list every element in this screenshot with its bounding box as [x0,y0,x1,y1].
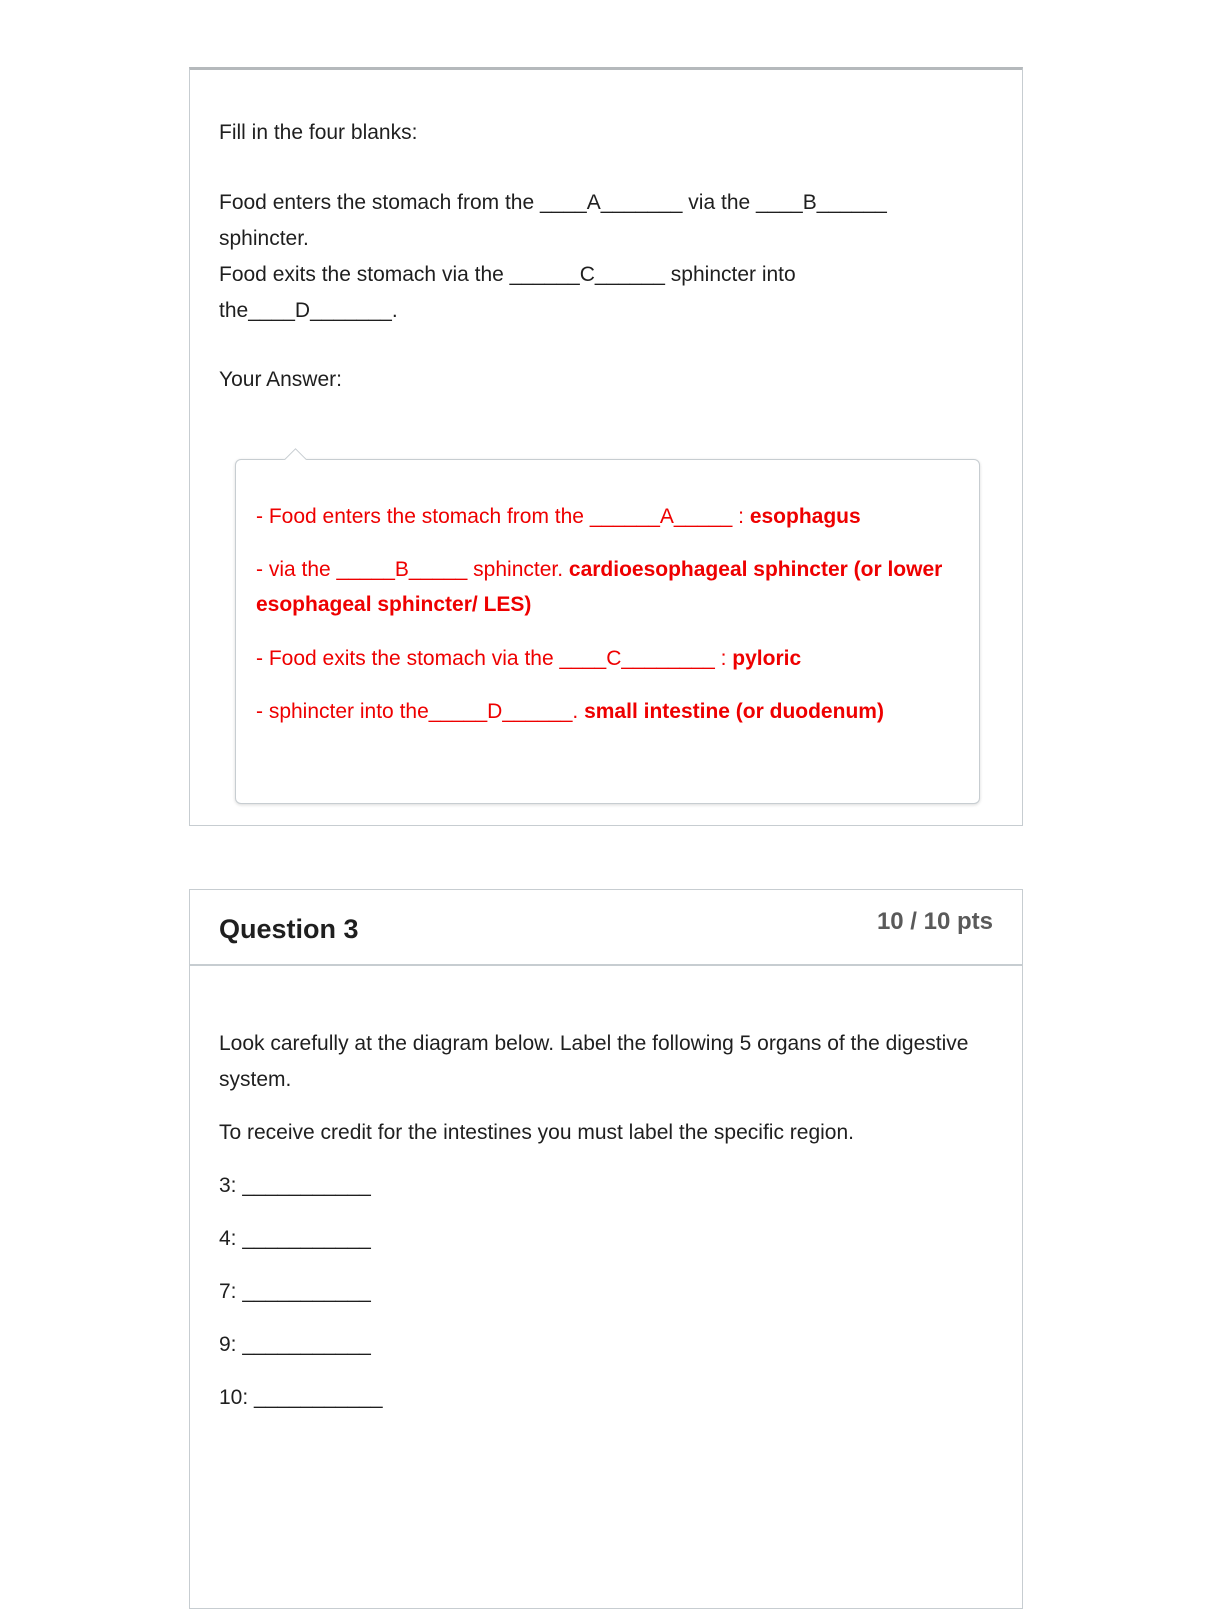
question-2-body-line: sphincter. [219,227,309,250]
answer-value: pyloric [732,647,802,670]
label-blank-4 [219,1221,371,1257]
blank-label: 9: [219,1333,237,1356]
answer-bubble [235,459,980,804]
question-2-body [219,185,992,329]
answer-prefix: - sphincter into the_____D______. [256,700,585,723]
answer-line [256,499,959,534]
blank-line: ___________ [242,1280,371,1303]
label-blank-10 [219,1380,383,1416]
question-points: 10 / 10 pts [876,908,993,935]
label-blank-3 [219,1168,371,1204]
answer-prefix: - Food enters the stomach from the ______A_____ : [256,505,750,528]
label-blank-9 [219,1327,371,1363]
answer-line [256,694,959,729]
question-2-body-line: Food exits the stomach via the ______C______ sphincter into [219,263,796,286]
question-3-note: To receive credit for the intestines you must label the specific region. [219,1121,854,1144]
question-2-card [189,67,1023,826]
blank-label: 10: [219,1386,249,1409]
answer-line [256,641,959,676]
answer-prefix: - via the _____B_____ sphincter. [256,558,569,581]
question-3-instruction: Look carefully at the diagram below. Label the following 5 organs of the digestive system. [219,1032,969,1091]
blank-line: ___________ [242,1227,371,1250]
blank-line: ___________ [254,1386,383,1409]
question-3-card [189,889,1023,1609]
question-3-header [190,890,1022,966]
blank-label: 4: [219,1227,237,1250]
answer-prefix: - Food exits the stomach via the ____C________ : [256,647,733,670]
answer-value: esophagus [749,505,861,528]
blank-label: 3: [219,1174,237,1197]
your-answer-label: Your Answer: [219,368,342,391]
blank-line: ___________ [242,1333,371,1356]
question-2-body-line: the____D_______. [219,299,398,322]
answer-value: small intestine (or duodenum) [584,700,884,723]
answer-value: cardioesophageal sphincter (or lower esophageal sphincter/ LES) [256,558,943,616]
question-2-body-line: Food enters the stomach from the ____A_______ via the ____B______ [219,191,887,214]
answer-bubble-arrow [283,445,307,460]
blank-label: 7: [219,1280,237,1303]
question-title: Question 3 [219,914,359,944]
question-2-instruction: Fill in the four blanks: [219,121,418,144]
answer-line [256,552,959,622]
blank-line: ___________ [242,1174,371,1197]
label-blank-7 [219,1274,371,1310]
